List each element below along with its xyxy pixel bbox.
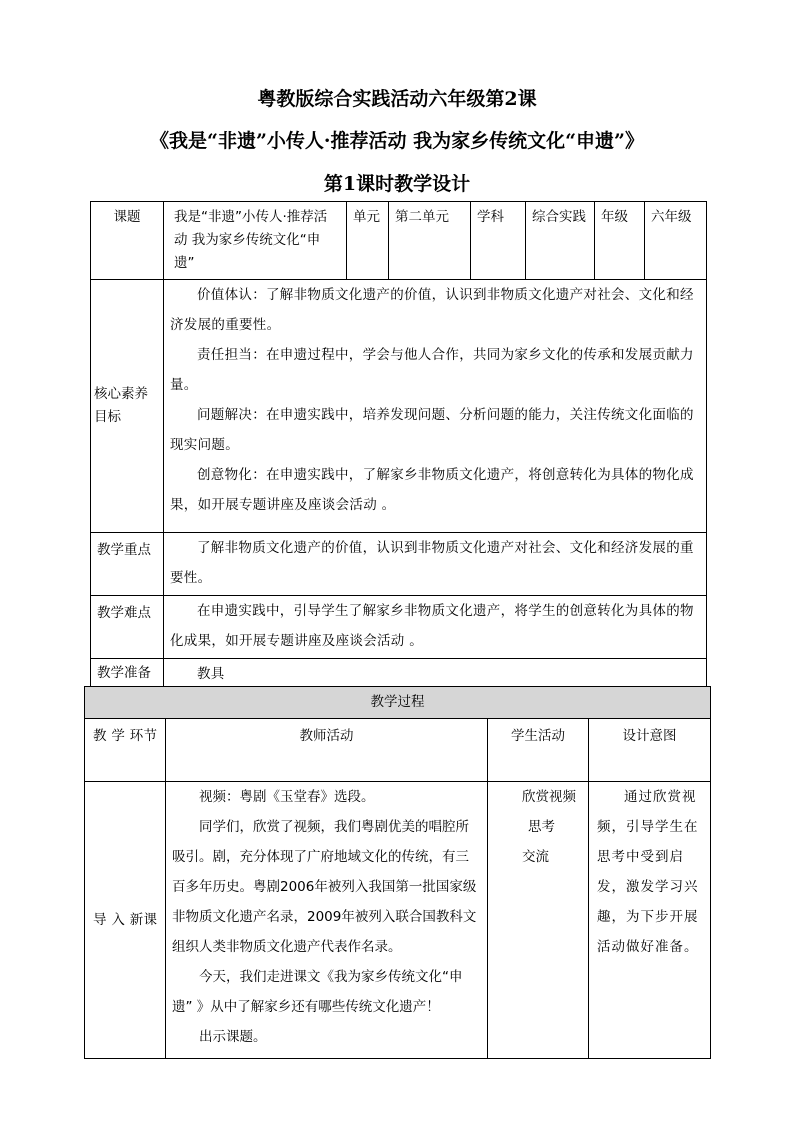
preparation-text: 教具 (197, 666, 225, 682)
lesson-subtitle: 第1课时教学设计 (323, 173, 471, 195)
design-intent (589, 782, 711, 1059)
unit-value: 第二单元 (389, 202, 471, 280)
goal-value-recognition: 价值体认：了解非物质文化遗产的价值，认识到非物质文化遗产对社会、文化和经济发展的重要性。 (170, 287, 694, 333)
subject-value: 综合实践 (526, 202, 595, 280)
lesson-info-table (90, 201, 707, 690)
goals-label: 核心素养目标 (91, 280, 164, 533)
teacher-show-topic: 出示课题。 (199, 1029, 267, 1045)
subject-label: 学科 (471, 202, 526, 280)
preparation-content (164, 659, 707, 690)
design-intent-text: 通过欣赏视频，引导学生在思考中受到启发，激发学习兴趣，为下步开展活动做好准备。 (597, 789, 699, 955)
difficult-points-text: 在申遗实践中，引导学生了解家乡非物质文化遗产，将学生的创意转化为具体的物化成果，如开展专题讲座及座谈会活动 。 (170, 603, 694, 649)
unit-label: 单元 (347, 202, 389, 280)
grade-value: 六年级 (645, 202, 707, 280)
teacher-activity (166, 782, 488, 1059)
goals-content (164, 280, 707, 533)
topic-value: 我是“非遗”小传人·推荐活动 我为家乡传统文化“申遗” (164, 202, 347, 280)
student-activity-header: 学生活动 (488, 719, 589, 782)
preparation-label: 教学准备 (91, 659, 164, 690)
difficult-points-label: 教学难点 (91, 596, 164, 659)
key-points-text: 了解非物质文化遗产的价值，认识到非物质文化遗产对社会、文化和经济发展的重要性。 (170, 540, 694, 586)
topic-label: 课题 (91, 202, 164, 280)
teacher-activity-header: 教师活动 (166, 719, 488, 782)
teacher-video: 视频：粤剧《玉堂春》选段。 (199, 789, 375, 805)
stage-intro: 导 入 新课 (85, 782, 166, 1059)
goal-problem-solving: 问题解决：在申遗实践中，培养发现问题、分析问题的能力，关注传统文化面临的现实问题。 (170, 407, 694, 453)
key-points-content (164, 533, 707, 596)
teaching-process-table (84, 686, 711, 1059)
student-activity (488, 782, 589, 1059)
lesson-title: 《我是“非遗”小传人·推荐活动 我为家乡传统文化“申遗”》 (150, 130, 644, 152)
process-title: 教学过程 (85, 687, 711, 719)
student-discuss: 交流 (522, 849, 549, 865)
difficult-points-content (164, 596, 707, 659)
student-think: 思考 (528, 819, 555, 835)
grade-label: 年级 (595, 202, 645, 280)
goal-creative-materialization: 创意物化：在申遗实践中，了解家乡非物质文化遗产，将创意转化为具体的物化成果，如开展专题讲座及座谈会活动 。 (170, 467, 694, 513)
goal-responsibility: 责任担当：在申遗过程中，学会与他人合作，共同为家乡文化的传承和发展贡献力量。 (170, 347, 694, 393)
document-title: 粤教版综合实践活动六年级第2课 (257, 88, 537, 110)
teacher-lead-in: 今天，我们走进课文《我为家乡传统文化“申遗” 》从中了解家乡还有哪些传统文化遗产！ (172, 969, 463, 1015)
teacher-intro-text: 同学们，欣赏了视频，我们粤剧优美的唱腔所吸引。剧，充分体现了广府地域文化的传统，有三百多年历史。粤剧2006年被列入我国第一批国家级非物质文化遗产名录，2009年被列入联合国教科文组织人类非物质文化遗产代表作名录。 (172, 819, 477, 955)
student-watch-video: 欣赏视频 (522, 789, 576, 805)
design-intent-header: 设计意图 (589, 719, 711, 782)
key-points-label: 教学重点 (91, 533, 164, 596)
stage-header: 教 学 环节 (85, 719, 166, 782)
